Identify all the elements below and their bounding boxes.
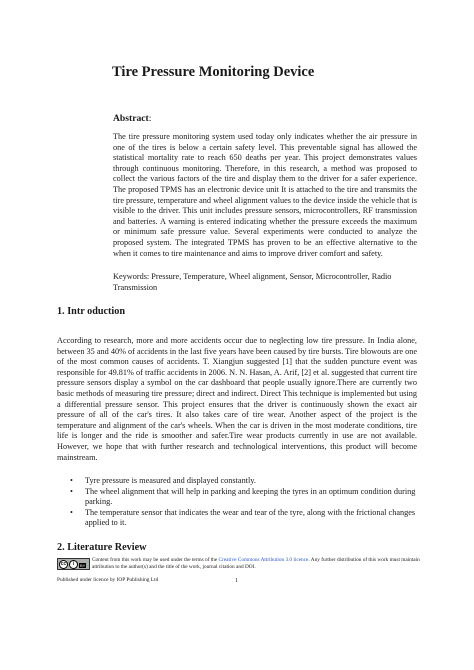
keywords: Keywords: Pressure, Temperature, Wheel alignment, Sensor, Microcontroller, Radio Transmission <box>113 272 392 292</box>
publisher-note: Published under licence by IOP Publishing Ltd <box>57 577 159 583</box>
license-link[interactable]: Creative Commons Attribution 3.0 licence <box>218 557 309 563</box>
license-text-after: . Any further distribution of this work must maintain attribution to the author(s) and the title of the work, journal citation and DOI. <box>92 557 420 570</box>
list-item <box>57 508 417 529</box>
bullet-text: The wheel alignment that will help in parking and keeping the tyres in an optimum condition during parking. <box>85 486 416 507</box>
abstract-colon: : <box>148 113 152 124</box>
bullet-list <box>57 476 417 529</box>
bullet-text: Tyre pressure is measured and displayed constantly. <box>85 476 256 485</box>
abstract-heading <box>113 113 151 124</box>
cc-logo-icon: cc <box>60 561 67 567</box>
bullet-icon: • <box>70 486 73 496</box>
section-heading-introduction: 1. Intr oduction <box>57 306 126 317</box>
bullet-icon: • <box>70 476 73 485</box>
abstract-label: Abstract <box>113 113 149 124</box>
bullet-text: The temperature sensor that indicates the wear and tear of the tyre, along with the frictional changes applied to it. <box>85 507 416 528</box>
attribution-person-icon: i <box>69 560 78 569</box>
abstract-text: The tire pressure monitoring system used today only indicates whether the air pressure in one of the tires is below a certain safety level. This preventable signal has allowed the statistical mortality rate to reach 650 deaths per year. This project demonstrates values through continuous monitoring. Therefore, in this research, a method was proposed to collect the various factors of the tire and display them to the driver for a safer experience. The proposed TPMS has an electronic device unit It is attached to the tire and transmits the tire pressure, temperature and wheel alignment values to the device inside the vehicle that is visible to the driver. This unit includes pressure sensors, microcontrollers, RF transmission and batteries. A warning is entered indicating whether the pressure exceeds the maximum or minimum safe pressure value. Several experiments were conducted to analyze the proposed system. The integrated TPMS has proven to be an effective alternative to the when it comes to tire maintenance and aims to improve driver comfort and safety. <box>113 132 417 258</box>
paper-title: Tire Pressure Monitoring Device <box>112 64 315 80</box>
by-label: BY <box>80 563 86 568</box>
creative-commons-badge[interactable] <box>57 558 90 570</box>
bullet-icon: • <box>70 507 73 517</box>
page-number: 1 <box>235 578 238 584</box>
list-item <box>57 476 417 487</box>
list-item <box>57 487 417 508</box>
license-notice <box>92 557 422 571</box>
license-text-before: Content from this work may be used under the terms of the <box>92 557 219 563</box>
section-heading-literature-review: 2. Literature Review <box>57 542 147 553</box>
introduction-text: According to research, more and more accidents occur due to neglecting low tire pressure. In India alone, between 35 and 40% of accidents in the last five years have been caused by tire bursts. Tire blowouts are one of the most common causes of accidents. T. Xiangjun suggested [1] that the sudden puncture event was responsible for 49.81% of traffic accidents in 2006. N. N. Hasan, A. Arif, [2] et al. suggested that current tire pressure sensors display a symbol on the car dashboard that people usually ignore.There are currently two basic methods of measuring tire pressure; direct and indirect. Direct This technique is implemented but using a differential pressure sensor. This project ensures that the driver is continuously shown the exact air pressure of all of the car's tires. It also takes care of tire wear. Another aspect of the project is the temperature and alignment of the car's wheels. When the car is driven in the most moderate conditions, tire life is longer and the ride is smoother and safer.Tire wear products currently in use are not available. However, we hope that with further research and technological interventions, this product will become mainstream. <box>57 336 418 462</box>
